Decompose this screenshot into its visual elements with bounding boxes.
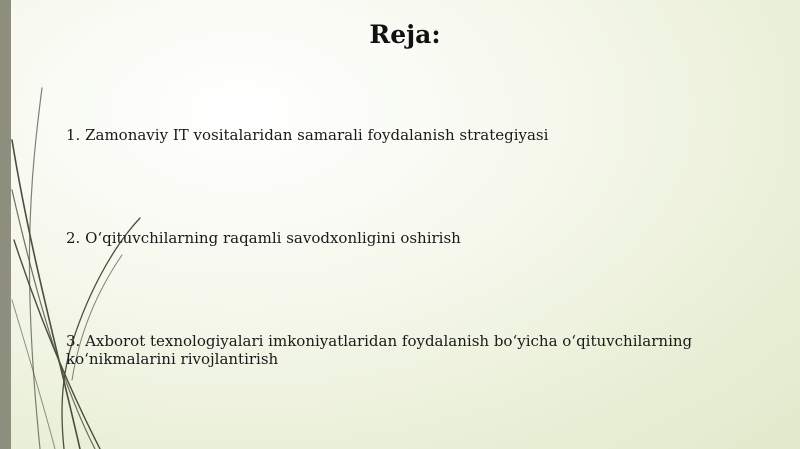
plan-item-3: 3. Axborot texnologiyalari imkoniyatlaridan foydalanish bo‘yicha o‘qituvchilarning ko‘nikmalarini rivojlantirish <box>66 332 693 368</box>
plan-item-2: 2. O‘qituvchilarning raqamli savodxonligini oshirish <box>66 229 461 247</box>
plan-item-1: 1. Zamonaviy IT vositalaridan samarali foydalanish strategiyasi <box>66 126 549 144</box>
slide-title: Reja: <box>369 20 441 49</box>
